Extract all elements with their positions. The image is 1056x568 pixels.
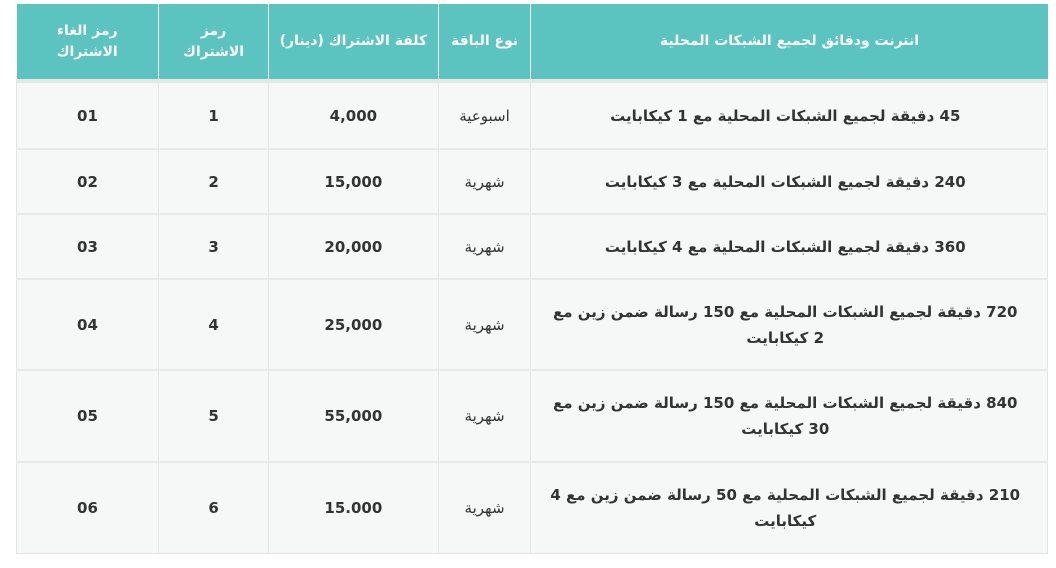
table-row [17,279,1048,370]
table-row [17,370,1048,462]
header-cost: كلفة الاشتراك (دينار) [269,4,438,81]
header-subscription-code: رمز الاشتراك [158,4,268,81]
cell-description: 45 دقيقة لجميع الشبكات المحلية مع 1 كيكابايت [531,81,1048,149]
cell-subscription-code: 1 [158,81,268,149]
packages-table [16,4,1048,554]
cell-cost: 55,000 [269,370,438,462]
table-row [17,81,1048,149]
cell-description: 840 دقيقة لجميع الشبكات المحلية مع 150 رسالة ضمن زين مع 30 كيكابايت [531,370,1048,462]
cell-cancel-code: 03 [17,214,159,279]
table-row [17,149,1048,214]
cell-cancel-code: 02 [17,149,159,214]
cell-package-type: شهرية [438,370,531,462]
cell-subscription-code: 5 [158,370,268,462]
header-description: انترنت ودقائق لجميع الشبكات المحلية [531,4,1048,81]
cell-cost: 15.000 [269,462,438,553]
cell-subscription-code: 2 [158,149,268,214]
cell-cancel-code: 06 [17,462,159,553]
cell-subscription-code: 4 [158,279,268,370]
cell-cancel-code: 01 [17,81,159,149]
cell-cost: 15,000 [269,149,438,214]
cell-description: 240 دقيقة لجميع الشبكات المحلية مع 3 كيكابايت [531,149,1048,214]
header-package-type: نوع الباقة [438,4,531,81]
cell-package-type: شهرية [438,214,531,279]
cell-package-type: اسبوعية [438,81,531,149]
cell-cancel-code: 05 [17,370,159,462]
cell-description: 210 دقيقة لجميع الشبكات المحلية مع 50 رسالة ضمن زين مع 4 كيكابايت [531,462,1048,553]
cell-subscription-code: 6 [158,462,268,553]
cell-description: 720 دقيقة لجميع الشبكات المحلية مع 150 رسالة ضمن زين مع 2 كيكابايت [531,279,1048,370]
cell-cost: 4,000 [269,81,438,149]
cell-description: 360 دقيقة لجميع الشبكات المحلية مع 4 كيكابايت [531,214,1048,279]
cell-package-type: شهرية [438,279,531,370]
table-row [17,214,1048,279]
header-cancel-code: رمز الغاء الاشتراك [17,4,159,81]
cell-cancel-code: 04 [17,279,159,370]
cell-package-type: شهرية [438,462,531,553]
header-row [17,4,1048,81]
cell-cost: 20,000 [269,214,438,279]
packages-table-container [16,4,1048,554]
table-body [17,81,1048,553]
table-header [17,4,1048,81]
cell-package-type: شهرية [438,149,531,214]
cell-subscription-code: 3 [158,214,268,279]
cell-cost: 25,000 [269,279,438,370]
table-row [17,462,1048,553]
